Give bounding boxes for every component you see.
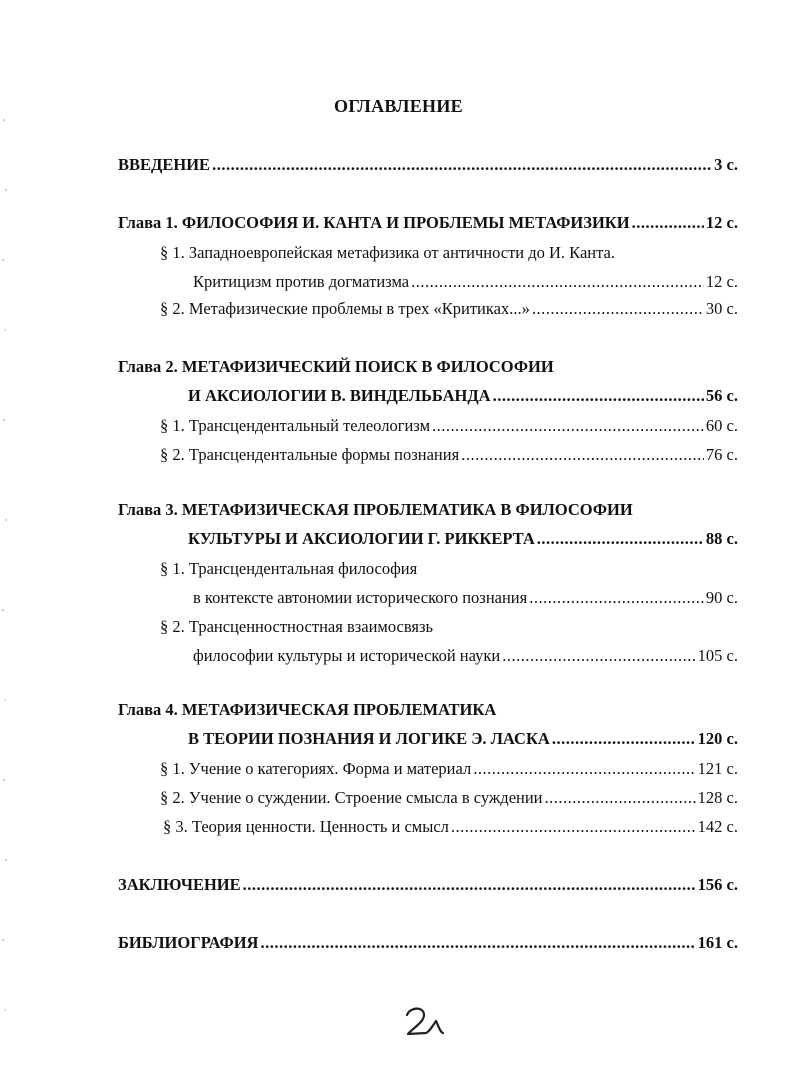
section-4-3-title: § 3. Теория ценности. Ценность и смысл: [163, 817, 449, 836]
section-1-1-line2: Критицизм против догматизма: [193, 272, 410, 291]
leader-dots: [529, 588, 704, 608]
leader-dots: [502, 646, 695, 666]
section-2-1-title: § 1. Трансцендентальный телеологизм: [160, 416, 431, 435]
toc-conclusion-page: 156 с.: [697, 875, 738, 894]
section-4-3: [163, 817, 738, 837]
chapter-3-page: 88 с.: [705, 529, 738, 548]
section-2-2-title: § 2. Трансцендентальные формы познания: [160, 445, 460, 464]
handwritten-page-number: [398, 1003, 448, 1039]
section-1-2: [160, 299, 738, 319]
chapter-1-title: Глава 1. ФИЛОСОФИЯ И. КАНТА И ПРОБЛЕМЫ МЕТАФИЗИКИ: [118, 213, 630, 232]
section-3-1-line1: § 1. Трансцендентальная философия: [160, 559, 418, 578]
scan-edge-artifact: [0, 0, 12, 1083]
chapter-1-page: 12 с.: [705, 213, 738, 232]
toc-chapter-3: [188, 529, 738, 549]
chapter-3-line2: КУЛЬТУРЫ И АКСИОЛОГИИ Г. РИККЕРТА: [188, 529, 535, 548]
page-title: ОГЛАВЛЕНИЕ: [334, 96, 463, 116]
section-3-1-page: 90 с.: [705, 588, 738, 607]
toc-bibliography-label: БИБЛИОГРАФИЯ: [118, 933, 259, 952]
toc-conclusion: [118, 875, 738, 895]
section-3-2: [193, 646, 738, 666]
leader-dots: [532, 299, 704, 319]
chapter-4-line2: В ТЕОРИИ ПОЗНАНИЯ И ЛОГИКЕ Э. ЛАСКА: [188, 729, 550, 748]
leader-dots: [552, 729, 696, 749]
section-4-2-page: 128 с.: [697, 788, 738, 807]
section-1-2-page: 30 с.: [705, 299, 738, 318]
toc-chapter-2: [188, 386, 738, 406]
leader-dots: [451, 817, 696, 837]
section-2-1: [160, 416, 738, 436]
toc-intro-page: 3 с.: [714, 155, 738, 174]
leader-dots: [473, 759, 695, 779]
toc-bibliography: [118, 933, 738, 953]
section-3-2-page: 105 с.: [697, 646, 738, 665]
toc-intro: [118, 155, 738, 175]
section-1-2-title: § 2. Метафизические проблемы в трех «Критиках...»: [160, 299, 530, 318]
section-2-1-page: 60 с.: [705, 416, 738, 435]
chapter-3-line1: Глава 3. МЕТАФИЗИЧЕСКАЯ ПРОБЛЕМАТИКА В ФИЛОСОФИИ: [118, 500, 633, 519]
leader-dots: [632, 213, 704, 233]
leader-dots: [461, 445, 704, 465]
leader-dots: [493, 386, 704, 406]
section-4-2-title: § 2. Учение о суждении. Строение смысла в суждении: [160, 788, 543, 807]
section-2-2-page: 76 с.: [705, 445, 738, 464]
section-3-1: [193, 588, 738, 608]
section-4-3-page: 142 с.: [697, 817, 738, 836]
section-2-2: [160, 445, 738, 465]
chapter-2-page: 56 с.: [705, 386, 738, 405]
toc-chapter-1: [118, 213, 738, 233]
leader-dots: [545, 788, 696, 808]
section-4-1: [160, 759, 738, 779]
section-3-1-line2: в контексте автономии исторического познания: [193, 588, 528, 607]
toc-bibliography-page: 161 с.: [697, 933, 738, 952]
chapter-2-line2: И АКСИОЛОГИИ В. ВИНДЕЛЬБАНДА: [188, 386, 491, 405]
leader-dots: [260, 933, 695, 953]
toc-intro-label: ВВЕДЕНИЕ: [118, 155, 211, 174]
section-1-1-page: 12 с.: [705, 272, 738, 291]
section-4-2: [160, 788, 738, 808]
section-1-1: [193, 272, 738, 292]
section-3-2-line1: § 2. Трансценностностная взаимосвязь: [160, 617, 434, 636]
section-4-1-title: § 1. Учение о категориях. Форма и материал: [160, 759, 472, 778]
section-4-1-page: 121 с.: [697, 759, 738, 778]
leader-dots: [212, 155, 712, 175]
leader-dots: [411, 272, 704, 292]
leader-dots: [243, 875, 696, 895]
toc-conclusion-label: ЗАКЛЮЧЕНИЕ: [118, 875, 241, 894]
chapter-4-page: 120 с.: [697, 729, 738, 748]
section-3-2-line2: философии культуры и исторической науки: [193, 646, 501, 665]
section-1-1-line1: § 1. Западноевропейская метафизика от античности до И. Канта.: [160, 243, 615, 262]
chapter-4-line1: Глава 4. МЕТАФИЗИЧЕСКАЯ ПРОБЛЕМАТИКА: [118, 700, 497, 719]
leader-dots: [432, 416, 704, 436]
chapter-2-line1: Глава 2. МЕТАФИЗИЧЕСКИЙ ПОИСК В ФИЛОСОФИИ: [118, 357, 554, 376]
toc-chapter-4: [188, 729, 738, 749]
leader-dots: [537, 529, 704, 549]
